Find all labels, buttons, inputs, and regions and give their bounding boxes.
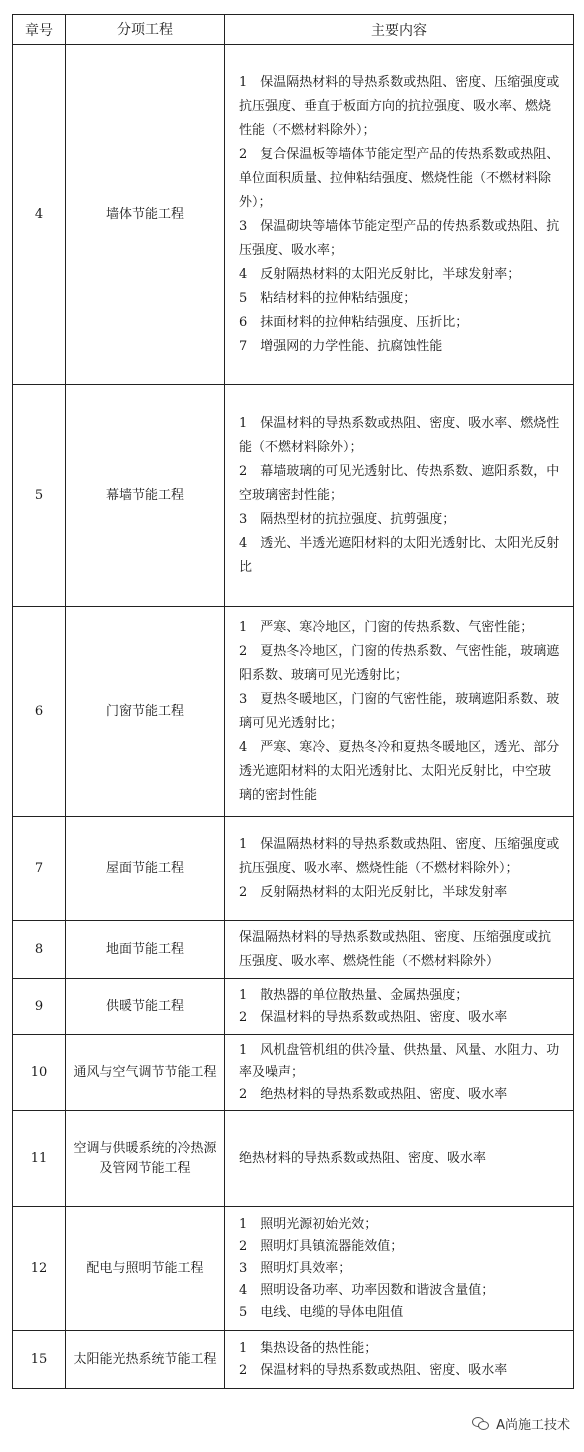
content-item: 2 照明灯具镇流器能效值； (239, 1238, 404, 1254)
main-content (225, 817, 574, 921)
table-row (13, 45, 574, 385)
wechat-icon (472, 1417, 490, 1431)
content-item: 1 保温隔热材料的导热系数或热阻、密度、压缩强度或抗压强度、吸水率、燃烧性能（不燃材料除外）； (239, 836, 560, 876)
main-content (225, 385, 574, 607)
content-item: 3 隔热型材的抗拉强度、抗剪强度； (239, 511, 456, 527)
table-row (13, 1207, 574, 1331)
subproject-name: 屋面节能工程 (66, 817, 225, 921)
chapter-number: 4 (13, 45, 66, 385)
table-row (13, 817, 574, 921)
main-content (225, 1331, 574, 1389)
main-content (225, 607, 574, 817)
content-item: 2 保温材料的导热系数或热阻、密度、吸水率 (239, 1009, 508, 1025)
subproject-name: 门窗节能工程 (66, 607, 225, 817)
content-item: 1 集热设备的热性能； (239, 1340, 378, 1356)
content-item: 4 透光、半透光遮阳材料的太阳光透射比、太阳光反射比 (239, 535, 560, 575)
table-row (13, 1331, 574, 1389)
header-chapter: 章号 (13, 15, 66, 45)
content-item: 保温隔热材料的导热系数或热阻、密度、压缩强度或抗压强度、吸水率、燃烧性能（不燃材料除外） (239, 929, 552, 969)
subproject-name: 配电与照明节能工程 (66, 1207, 225, 1331)
content-item: 7 增强网的力学性能、抗腐蚀性能 (239, 338, 443, 354)
content-item: 1 照明光源初始光效； (239, 1216, 378, 1232)
chapter-number: 6 (13, 607, 66, 817)
content-item: 2 反射隔热材料的太阳光反射比，半球发射率 (239, 884, 508, 900)
content-item: 1 严寒、寒冷地区，门窗的传热系数、气密性能； (239, 619, 534, 635)
main-content (225, 1207, 574, 1331)
content-table (12, 14, 574, 1389)
table-row (13, 921, 574, 979)
table-row (13, 1035, 574, 1111)
content-item: 2 幕墙玻璃的可见光透射比、传热系数、遮阳系数，中空玻璃密封性能； (239, 463, 560, 503)
chapter-number: 12 (13, 1207, 66, 1331)
chapter-number: 9 (13, 979, 66, 1035)
content-item: 绝热材料的导热系数或热阻、密度、吸水率 (239, 1150, 487, 1166)
subproject-name: 通风与空气调节节能工程 (66, 1035, 225, 1111)
watermark-text: A尚施工技术 (496, 1418, 570, 1433)
chapter-number: 8 (13, 921, 66, 979)
main-content (225, 45, 574, 385)
subproject-name: 地面节能工程 (66, 921, 225, 979)
table-body (13, 45, 574, 1389)
content-item: 2 夏热冬冷地区，门窗的传热系数、气密性能，玻璃遮阳系数、玻璃可见光透射比； (239, 643, 560, 683)
subproject-name: 太阳能光热系统节能工程 (66, 1331, 225, 1389)
content-item: 4 严寒、寒冷、夏热冬冷和夏热冬暖地区，透光、部分透光遮阳材料的太阳光透射比、太阳光反射比，中空玻璃的密封性能 (239, 739, 560, 803)
subproject-name: 供暖节能工程 (66, 979, 225, 1035)
chapter-number: 5 (13, 385, 66, 607)
chapter-number: 10 (13, 1035, 66, 1111)
content-item: 2 复合保温板等墙体节能定型产品的传热系数或热阻、单位面积质量、拉伸粘结强度、燃烧性能（不燃材料除外）； (239, 146, 560, 210)
content-item: 1 保温材料的导热系数或热阻、密度、吸水率、燃烧性能（不燃材料除外）； (239, 415, 560, 455)
table-row (13, 607, 574, 817)
content-item: 5 电线、电缆的导体电阻值 (239, 1304, 404, 1320)
header-row (13, 15, 574, 45)
subproject-name: 空调与供暖系统的冷热源及管网节能工程 (66, 1111, 225, 1207)
chapter-number: 11 (13, 1111, 66, 1207)
table-row (13, 385, 574, 607)
header-subproject: 分项工程 (66, 15, 225, 45)
header-content: 主要内容 (225, 15, 574, 45)
content-item: 3 夏热冬暖地区，门窗的气密性能，玻璃遮阳系数、玻璃可见光透射比； (239, 691, 560, 731)
subproject-name: 幕墙节能工程 (66, 385, 225, 607)
content-item: 2 绝热材料的导热系数或热阻、密度、吸水率 (239, 1086, 508, 1102)
main-content (225, 921, 574, 979)
table-row (13, 979, 574, 1035)
subproject-name: 墙体节能工程 (66, 45, 225, 385)
content-item: 3 保温砌块等墙体节能定型产品的传热系数或热阻、抗压强度、吸水率； (239, 218, 560, 258)
main-content (225, 979, 574, 1035)
content-item: 6 抹面材料的拉伸粘结强度、压折比； (239, 314, 469, 330)
main-content (225, 1111, 574, 1207)
content-item: 1 保温隔热材料的导热系数或热阻、密度、压缩强度或抗压强度、垂直于板面方向的抗拉强度、吸水率、燃烧性能（不燃材料除外）； (239, 74, 560, 138)
content-item: 4 照明设备功率、功率因数和谐波含量值； (239, 1282, 495, 1298)
content-item: 1 风机盘管机组的供冷量、供热量、风量、水阻力、功率及噪声； (239, 1042, 560, 1080)
content-item: 4 反射隔热材料的太阳光反射比，半球发射率； (239, 266, 521, 282)
content-item: 2 保温材料的导热系数或热阻、密度、吸水率 (239, 1362, 508, 1378)
content-item: 1 散热器的单位散热量、金属热强度； (239, 987, 469, 1003)
table-row (13, 1111, 574, 1207)
watermark (472, 1414, 570, 1433)
main-content (225, 1035, 574, 1111)
chapter-number: 15 (13, 1331, 66, 1389)
chapter-number: 7 (13, 817, 66, 921)
content-item: 5 粘结材料的拉伸粘结强度； (239, 290, 417, 306)
content-item: 3 照明灯具效率； (239, 1260, 352, 1276)
